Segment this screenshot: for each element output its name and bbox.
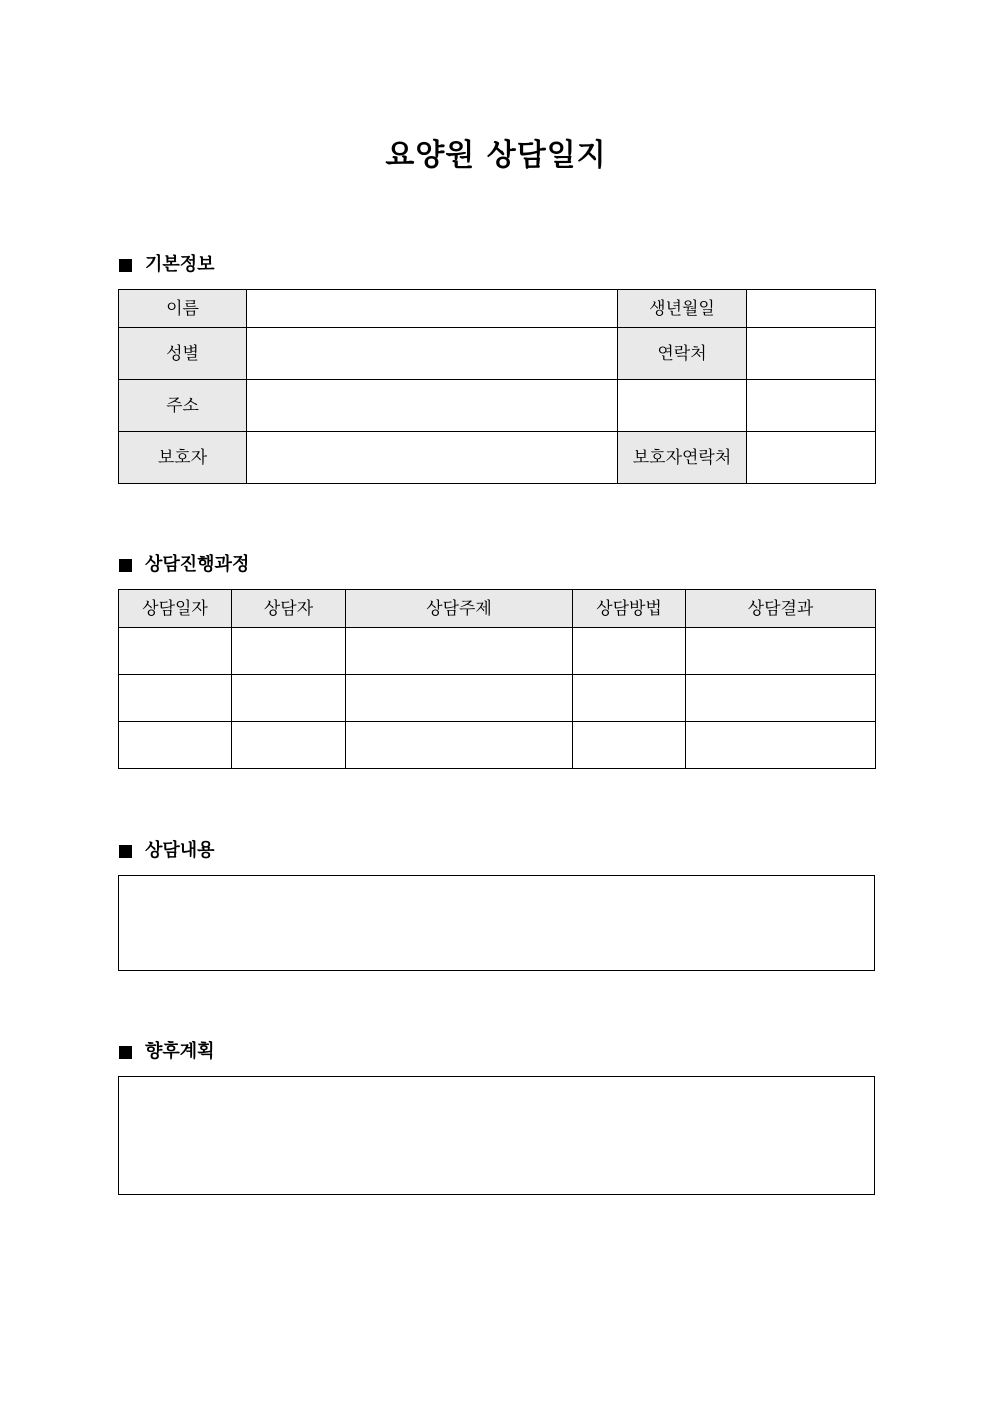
future-plan-box[interactable] <box>118 1076 875 1195</box>
column-header-result: 상담결과 <box>686 590 876 628</box>
table-row <box>119 722 876 769</box>
result-cell[interactable] <box>686 675 876 722</box>
label-guardian-contact: 보호자연락처 <box>618 432 747 484</box>
blank-cell[interactable] <box>618 380 747 432</box>
date-cell[interactable] <box>119 722 232 769</box>
section-heading-progress <box>119 553 249 577</box>
topic-cell[interactable] <box>346 722 573 769</box>
table-row <box>119 328 876 380</box>
result-cell[interactable] <box>686 628 876 675</box>
method-cell[interactable] <box>573 722 686 769</box>
table-row <box>119 290 876 328</box>
counselor-cell[interactable] <box>232 722 346 769</box>
section-heading-basic-info <box>119 253 215 277</box>
name-field[interactable] <box>247 290 618 328</box>
blank-cell[interactable] <box>747 380 876 432</box>
date-cell[interactable] <box>119 628 232 675</box>
guardian-field[interactable] <box>247 432 618 484</box>
counselor-cell[interactable] <box>232 628 346 675</box>
counselor-cell[interactable] <box>232 675 346 722</box>
table-row <box>119 432 876 484</box>
label-contact: 연락처 <box>618 328 747 380</box>
column-header-counselor: 상담자 <box>232 590 346 628</box>
table-row <box>119 675 876 722</box>
label-guardian: 보호자 <box>119 432 247 484</box>
table-row <box>119 380 876 432</box>
progress-table <box>118 589 876 769</box>
contact-field[interactable] <box>747 328 876 380</box>
address-field[interactable] <box>247 380 618 432</box>
result-cell[interactable] <box>686 722 876 769</box>
date-cell[interactable] <box>119 675 232 722</box>
table-header-row <box>119 590 876 628</box>
birthdate-field[interactable] <box>747 290 876 328</box>
basic-info-table <box>118 289 876 484</box>
gender-field[interactable] <box>247 328 618 380</box>
counseling-content-box[interactable] <box>118 875 875 971</box>
square-bullet-icon <box>119 259 132 272</box>
topic-cell[interactable] <box>346 675 573 722</box>
column-header-method: 상담방법 <box>573 590 686 628</box>
label-birthdate: 생년월일 <box>618 290 747 328</box>
square-bullet-icon <box>119 559 132 572</box>
section-heading-content <box>119 839 215 863</box>
section-title: 상담진행과정 <box>145 554 250 575</box>
method-cell[interactable] <box>573 675 686 722</box>
guardian-contact-field[interactable] <box>747 432 876 484</box>
section-title: 향후계획 <box>145 1041 215 1062</box>
square-bullet-icon <box>119 1046 132 1059</box>
section-title: 기본정보 <box>145 254 215 275</box>
section-title: 상담내용 <box>145 840 215 861</box>
label-name: 이름 <box>119 290 247 328</box>
label-address: 주소 <box>119 380 247 432</box>
column-header-date: 상담일자 <box>119 590 232 628</box>
topic-cell[interactable] <box>346 628 573 675</box>
method-cell[interactable] <box>573 628 686 675</box>
column-header-topic: 상담주제 <box>346 590 573 628</box>
table-row <box>119 628 876 675</box>
label-gender: 성별 <box>119 328 247 380</box>
square-bullet-icon <box>119 845 132 858</box>
section-heading-plan <box>119 1040 215 1064</box>
page-title: 요양원 상담일지 <box>385 138 607 173</box>
